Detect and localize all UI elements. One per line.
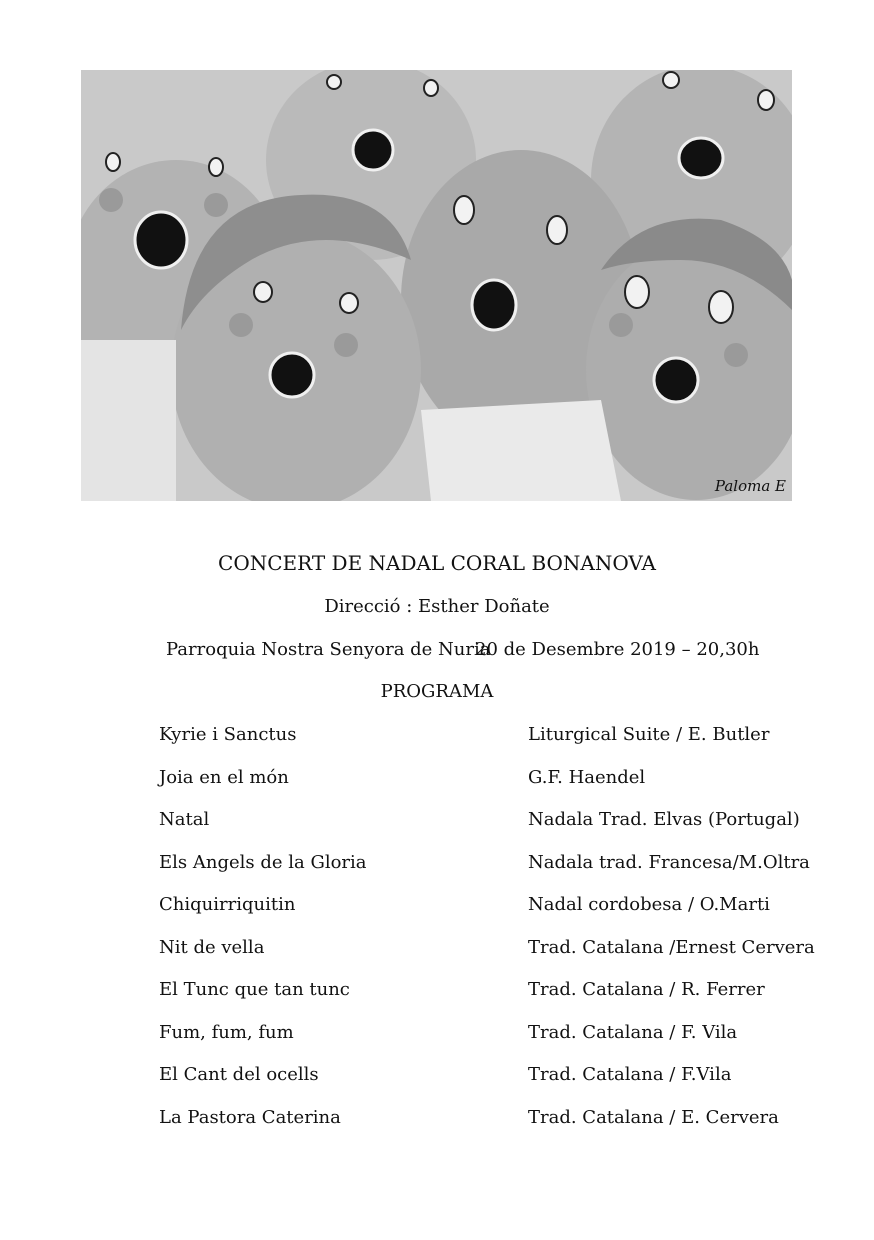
illustration-signature: Paloma E bbox=[714, 477, 786, 495]
piece-author: Nadala trad. Francesa/M.Oltra bbox=[528, 851, 810, 873]
program-list bbox=[159, 722, 815, 1147]
piece-author: Trad. Catalana / E. Cervera bbox=[528, 1106, 779, 1128]
piece-author: G.F. Haendel bbox=[528, 766, 646, 788]
program-row bbox=[159, 1105, 799, 1148]
piece-author: Trad. Catalana / F.Vila bbox=[528, 1064, 732, 1085]
piece-author: Trad. Catalana /Ernest Cervera bbox=[528, 936, 815, 958]
piece-title: Fum, fum, fum bbox=[159, 1021, 294, 1043]
piece-title: Joia en el món bbox=[159, 766, 289, 788]
choir-illustration bbox=[81, 70, 792, 501]
program-row bbox=[159, 765, 799, 808]
piece-title: Chiquirriquitin bbox=[159, 894, 296, 915]
piece-title: La Pastora Caterina bbox=[159, 1106, 341, 1128]
piece-title: Natal bbox=[159, 809, 210, 830]
concert-date: 20 de Desembre 2019 – 20,30h bbox=[475, 639, 760, 660]
program-row bbox=[159, 1020, 799, 1063]
program-row bbox=[159, 977, 799, 1020]
venue: Parroquia Nostra Senyora de Nuria bbox=[166, 639, 491, 660]
program-row bbox=[159, 807, 799, 850]
direction-line: Direcció : Esther Doñate bbox=[324, 596, 550, 617]
piece-title: Kyrie i Sanctus bbox=[159, 724, 297, 745]
piece-author: Nadala Trad. Elvas (Portugal) bbox=[528, 809, 800, 830]
piece-title: Nit de vella bbox=[159, 936, 265, 958]
program-row bbox=[159, 892, 799, 935]
program-row bbox=[159, 935, 815, 978]
singing-faces-drawing bbox=[81, 70, 792, 501]
program-row bbox=[159, 850, 810, 893]
piece-author: Trad. Catalana / R. Ferrer bbox=[528, 979, 765, 1000]
piece-author: Trad. Catalana / F. Vila bbox=[528, 1021, 738, 1043]
piece-title: Els Angels de la Gloria bbox=[159, 851, 367, 873]
program-row bbox=[159, 722, 799, 765]
program-row bbox=[159, 1062, 799, 1105]
piece-title: El Cant del ocells bbox=[159, 1064, 319, 1085]
concert-title: CONCERT DE NADAL CORAL BONANOVA bbox=[218, 551, 656, 575]
piece-author: Nadal cordobesa / O.Marti bbox=[528, 894, 770, 915]
piece-title: El Tunc que tan tunc bbox=[159, 979, 350, 1000]
piece-author: Liturgical Suite / E. Butler bbox=[528, 724, 770, 745]
program-heading: PROGRAMA bbox=[380, 681, 494, 702]
